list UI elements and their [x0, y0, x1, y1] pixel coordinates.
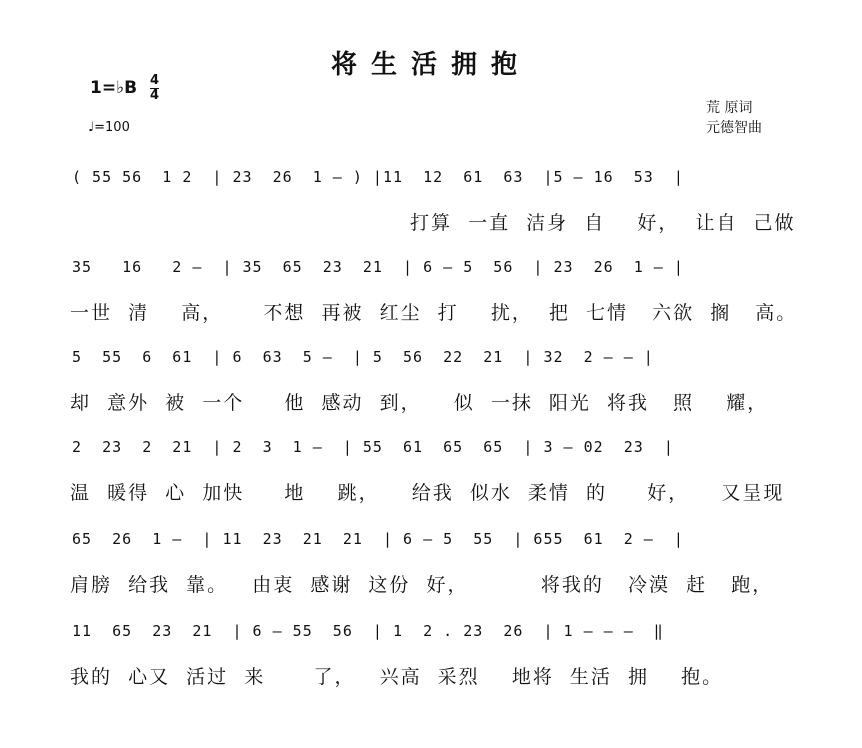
- notation-line-3: 5 55 6 61 | 6 63 5 – | 5 56 22 21 | 32 2 – – |: [72, 348, 654, 366]
- time-top: 4: [150, 73, 160, 88]
- composer: 元德智曲: [706, 120, 762, 136]
- notation-line-4: 2 23 2 21 | 2 3 1 – | 55 61 65 65 | 3 – 02 23 |: [72, 438, 674, 456]
- notation-line-5: 65 26 1 – | 11 23 21 21 | 6 – 5 55 | 655 61 2 – |: [72, 530, 684, 548]
- lyric-line-6: 我的 心又 活过 来 了， 兴高 采烈 地将 生活 拥 抱。: [70, 666, 724, 688]
- notation-line-1: ( 55 56 1 2 | 23 26 1 – ) |11 12 61 63 |5 – 16 53 |: [72, 168, 684, 186]
- lyricist: 荒 原词: [706, 100, 753, 116]
- time-signature: [150, 74, 159, 103]
- notation-line-6: 11 65 23 21 | 6 – 55 56 | 1 2 . 23 26 | 1 – – – ‖: [72, 622, 664, 640]
- lyric-line-3: 却 意外 被 一个 他 感动 到， 似 一抹 阳光 将我 照 耀，: [70, 392, 769, 414]
- notation-line-2: 35 16 2 – | 35 65 23 21 | 6 – 5 56 | 23 26 1 – |: [72, 258, 684, 276]
- key-signature: 1=♭B: [90, 78, 138, 98]
- time-bottom: 4: [150, 88, 160, 103]
- lyric-line-2: 一世 清 高， 不想 再被 红尘 打 扰， 把 七情 六欲 搁 高。: [70, 302, 798, 324]
- credits: [706, 98, 762, 138]
- song-title: 将生活拥抱: [330, 50, 531, 80]
- lyric-line-4: 温 暖得 心 加快 地 跳， 给我 似水 柔情 的 好， 又呈现: [70, 482, 785, 504]
- lyric-line-1: 打算 一直 洁身 自 好， 让自 己做: [410, 212, 796, 234]
- lyric-line-5: 肩膀 给我 靠。 由衷 感谢 这份 好， 将我的 冷漠 赶 跑，: [70, 574, 774, 596]
- tempo-marking: ♩=100: [88, 120, 130, 135]
